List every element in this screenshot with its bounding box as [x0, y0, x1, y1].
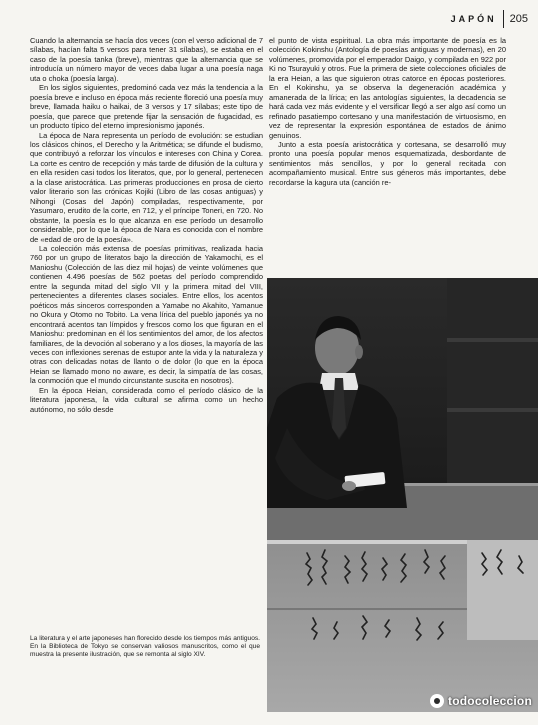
photo-caption: La literatura y el arte japoneses han florecido desde los tiempos más antiguos. En la Biblioteca de Tokyo se conservan valiosos manuscritos, como el que muestra la presente ilustración, que se remonta al siglo XIV. [30, 635, 260, 658]
body-paragraph: Junto a esta poesía aristocrática y cortesana, se desarrolló muy pronto una poesía popular menos esquematizada, desbordante de sentimientos más sencillos, y por lo general recitada con acompañamiento musical. Entre sus géneros más importantes, debe recordarse la kagura uta (canción re- [269, 139, 506, 187]
body-paragraph: La época de Nara representa un período de evolución: se estudian los clásicos chinos, el Derecho y la Aritmética; se difunde el budismo, que contribuyó a reforzar los vínculos e intereses con China y Corea. La corte es centro de recepción y más tarde de difusión de la cultura y en ella residen casi todos los literatos, que, por lo general, pertenecen a la clase aristocrática. Las primeras producciones en prosa de cierto valor literario son las crónicas Kojiki (Libro de las cosas antiguas) y Nihongi (Cosas del Japón) compiladas, respectivamente, por Yasumaro, erudito de la corte, en 712, y el príncipe Toneri, en 720. No obstante, la poesía es lo que alcanza en ese período un desarrollo considerable, por lo que la época de Nara es conocida con el nombre de «edad de oro de la poesía». [30, 130, 263, 244]
body-paragraph: En los siglos siguientes, predominó cada vez más la tendencia a la poesía breve e incluso en época más reciente floreció una poesía muy breve, llamada haiku o haikai, de 3 versos y 17 sílabas; este tipo de poesía, que parece que pretende fijar la sensación de fugacidad, es un producto típico del eterno impresionismo japonés. [30, 83, 263, 131]
watermark-text: todocoleccion [448, 694, 532, 708]
page-number: 205 [509, 13, 528, 25]
watermark [430, 694, 532, 708]
running-title: JAPÓN [450, 14, 497, 24]
header-divider [503, 10, 504, 28]
body-paragraph: En la época Heian, considerada como el período clásico de la literatura japonesa, la vida cultural se afirma como un hecho autónomo, no sólo desde [30, 385, 263, 414]
body-paragraph: el punto de vista espiritual. La obra más importante de poesía es la colección Kokinshu (Antología de poesías antiguas y modernas), en 20 volúmenes, promovida por el emperador Daigo, y compilada en 922 por Ki no Tsurayuki y otros. Fue la primera de siete colecciones oficiales de la era Heian, a las que siguieron otras catorce en épocas posteriores. En el Kokinshu, ya se observa la degeneración académica y amanerada de la lírica; en las antologías siguientes, la decadencia se hará cada vez más evidente y el versificar llegó a ser algo así como un refinado pasatiempo cortesano y una manifestación de virtuosismo, en vez de representar la expresión espontánea de estados de ánimo genuinos. [269, 36, 506, 140]
body-paragraph: La colección más extensa de poesías primitivas, realizada hacia 760 por un grupo de literatos bajo la dirección de Yakamochi, es el Manioshu (Colección de las diez mil hojas) de veinte volúmenes que contienen 4.496 poesías de 562 poetas del período comprendido entre la segunda mitad del siglo VII y la primera mitad del VIII, pertenecientes a diferentes clases sociales. Entre ellos, los acentos poéticos más sinceros corresponden a Yamabe no Akahito, Yamanue no Okura y Otomo no Tobito. La vena lírica del pueblo japonés ya no encontrará acentos tan límpidos y frescos como los que figuran en el Manioshu: predominan en él los sentimientos del amor, de los afectos familiares, de la devoción al soberano y a los dioses, la mayoría de las veces con inflexiones serenas de estupor ante la vida y la naturaleza y otras con delicadas notas de llanto o de dolor (lo que en la época Heian se llamado mono no aware, es decir, la simpatía de las cosas, la conmoción que el mundo circunstante suscita en nosotros). [30, 243, 263, 386]
page-header [451, 10, 528, 28]
todocoleccion-logo-icon [430, 694, 444, 708]
photo-illustration [267, 278, 538, 712]
left-text-column [30, 36, 263, 624]
right-text-column [269, 36, 506, 269]
manuscript-photo [267, 278, 538, 712]
body-paragraph: Cuando la alternancia se hacía dos veces (con el verso adicional de 7 sílabas, hacían falta 5 versos para tener 31 sílabas), se estaba en el caso de la poesía tanka (breve), mientras que la alternancia que se introducía un número mayor de veces daba lugar a una poesía naga uta o choka (poesía larga). [30, 36, 263, 83]
